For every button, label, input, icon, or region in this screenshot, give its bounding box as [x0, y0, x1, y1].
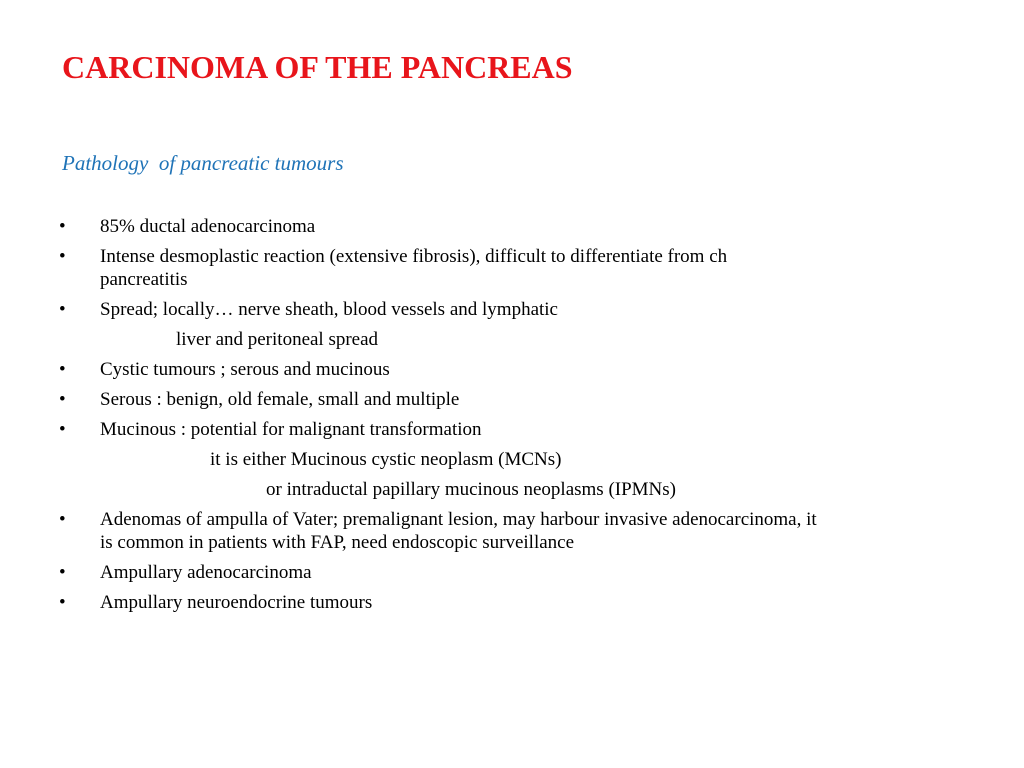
bullet-item: • Ampullary adenocarcinoma [56, 561, 976, 584]
bullet-item: • Cystic tumours ; serous and mucinous [56, 358, 976, 381]
sub-line: liver and peritoneal spread [176, 329, 379, 350]
bullet-item: • Mucinous : potential for malignant transformation [56, 418, 976, 441]
bullet-item: • Intense desmoplastic reaction (extensive fibrosis), difficult to differentiate from ch [56, 245, 976, 268]
bullet-item: • Serous : benign, old female, small and multiple [56, 388, 976, 411]
bullet-item: • Ampullary neuroendocrine tumours [56, 591, 976, 614]
slide-title: CARCINOMA OF THE PANCREAS [62, 49, 573, 85]
bullet-item-continuation: pancreatitis [100, 269, 188, 290]
bullet-item: • Spread; locally… nerve sheath, blood vessels and lymphatic [56, 298, 976, 321]
bullet-item: • 85% ductal adenocarcinoma [56, 215, 976, 238]
sub-line: it is either Mucinous cystic neoplasm (MCNs) [210, 449, 562, 470]
sub-line: or intraductal papillary mucinous neoplasms (IPMNs) [266, 479, 677, 500]
bullet-list [56, 215, 976, 621]
bullet-item-continuation: is common in patients with FAP, need endoscopic surveillance [100, 532, 575, 553]
bullet-item: • Adenomas of ampulla of Vater; premalignant lesion, may harbour invasive adenocarcinoma, it [56, 508, 976, 531]
slide-subtitle: Pathology of pancreatic tumours [62, 151, 344, 175]
